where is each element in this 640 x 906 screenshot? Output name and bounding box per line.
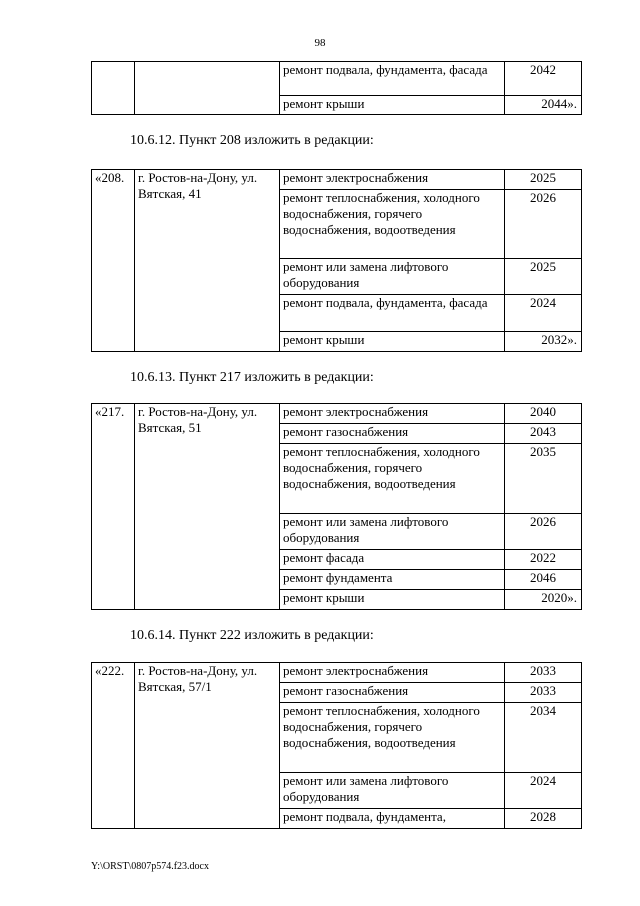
work-type-cell: ремонт электроснабжения [280, 404, 505, 424]
work-type-cell: ремонт подвала, фундамента, фасада [280, 295, 505, 332]
year-cell: 2033 [505, 683, 582, 703]
work-type-cell: ремонт крыши [280, 590, 505, 610]
work-type-cell: ремонт или замена лифтового оборудования [280, 514, 505, 550]
works-table-continuation [91, 61, 582, 115]
works-table-208 [91, 169, 582, 352]
year-cell: 2025 [505, 170, 582, 190]
year-cell: 2026 [505, 514, 582, 550]
works-table-222 [91, 662, 582, 829]
year-cell: 2040 [505, 404, 582, 424]
work-type-cell: ремонт или замена лифтового оборудования [280, 259, 505, 295]
year-cell: 2024 [505, 295, 582, 332]
paragraph-10-6-14: 10.6.14. Пункт 222 изложить в редакции: [130, 628, 374, 643]
paragraph-10-6-12: 10.6.12. Пункт 208 изложить в редакции: [130, 133, 374, 148]
work-type-cell: ремонт крыши [280, 332, 505, 352]
page-number: 98 [314, 37, 326, 49]
work-type-cell: ремонт электроснабжения [280, 170, 505, 190]
work-type-cell: ремонт газоснабжения [280, 424, 505, 444]
year-cell: 2020». [505, 590, 582, 610]
year-cell: 2022 [505, 550, 582, 570]
file-path-footer: Y:\ORST\0807p574.f23.docx [91, 861, 209, 872]
item-number-cell: «208. [92, 170, 135, 352]
work-type-cell: ремонт подвала, фундамента, фасада [280, 62, 505, 96]
work-type-cell: ремонт электроснабжения [280, 663, 505, 683]
work-type-cell: ремонт подвала, фундамента, [280, 809, 505, 829]
address-cell: г. Ростов-на-Дону, ул. Вятская, 51 [135, 404, 280, 610]
table-row [92, 404, 582, 424]
paragraph-10-6-13: 10.6.13. Пункт 217 изложить в редакции: [130, 370, 374, 385]
year-cell: 2043 [505, 424, 582, 444]
year-cell: 2034 [505, 703, 582, 773]
year-cell: 2044». [505, 96, 582, 115]
address-cell: г. Ростов-на-Дону, ул. Вятская, 57/1 [135, 663, 280, 829]
year-cell: 2032». [505, 332, 582, 352]
work-type-cell: ремонт теплоснабжения, холодного водоснабжения, горячего водоснабжения, водоотведения [280, 444, 505, 514]
work-type-cell: ремонт теплоснабжения, холодного водоснабжения, горячего водоснабжения, водоотведения [280, 703, 505, 773]
year-cell: 2035 [505, 444, 582, 514]
work-type-cell: ремонт крыши [280, 96, 505, 115]
work-type-cell: ремонт теплоснабжения, холодного водоснабжения, горячего водоснабжения, водоотведения [280, 190, 505, 259]
table-row [92, 62, 582, 96]
year-cell: 2028 [505, 809, 582, 829]
works-table-217 [91, 403, 582, 610]
year-cell: 2025 [505, 259, 582, 295]
year-cell: 2026 [505, 190, 582, 259]
year-cell: 2046 [505, 570, 582, 590]
work-type-cell: ремонт или замена лифтового оборудования [280, 773, 505, 809]
table-row [92, 663, 582, 683]
year-cell: 2033 [505, 663, 582, 683]
year-cell: 2042 [505, 62, 582, 96]
address-cell [135, 62, 280, 115]
work-type-cell: ремонт газоснабжения [280, 683, 505, 703]
address-cell: г. Ростов-на-Дону, ул. Вятская, 41 [135, 170, 280, 352]
work-type-cell: ремонт фасада [280, 550, 505, 570]
item-number-cell [92, 62, 135, 115]
table-row [92, 170, 582, 190]
year-cell: 2024 [505, 773, 582, 809]
work-type-cell: ремонт фундамента [280, 570, 505, 590]
item-number-cell: «222. [92, 663, 135, 829]
item-number-cell: «217. [92, 404, 135, 610]
